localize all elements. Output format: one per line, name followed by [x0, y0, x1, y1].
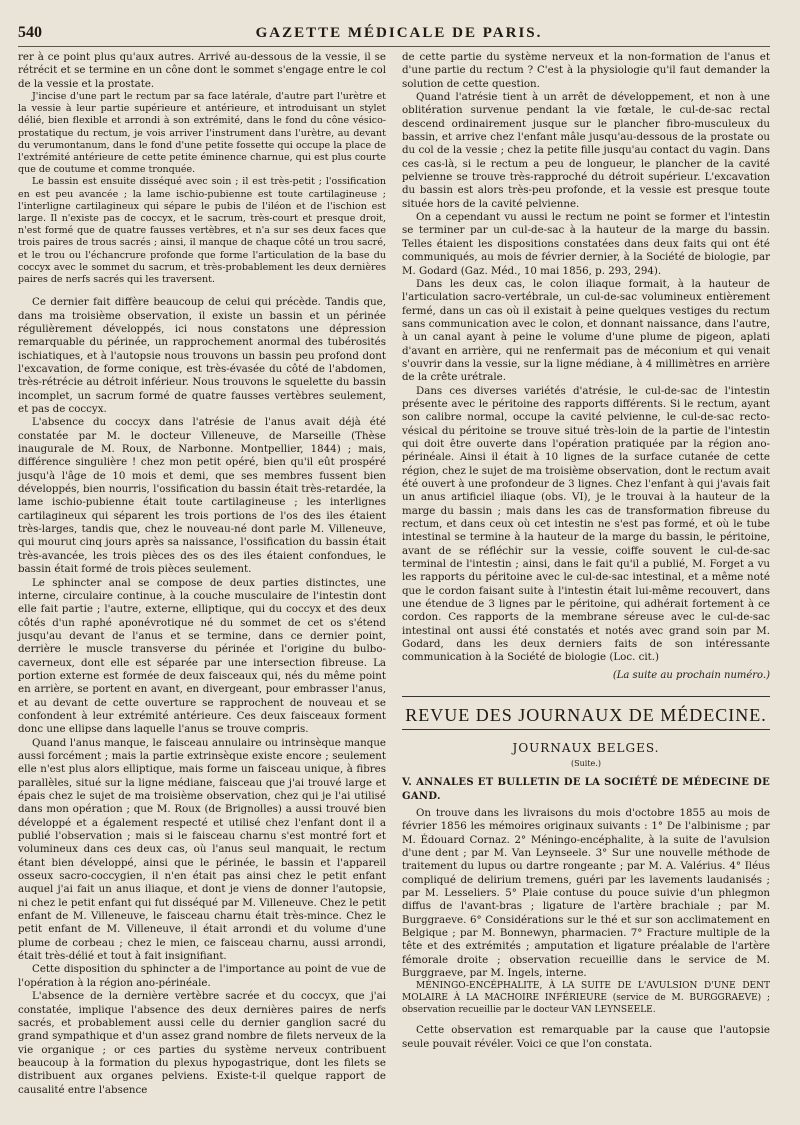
paragraph: Ce dernier fait diffère beaucoup de celui qui précède. Tandis que, dans ma troisième observation, il existe un bassin et un périnée régulièrement développés, ici nous constatons une dépression remarquable du périnée, un rapprochement anormal des tubérosités ischiatiques, et à l'autopsie nous trouvons un bassin peu profond dont l'excavation, de forme conique, est très-évasée du côté de l'abdomen, très-rétrécie au détroit inférieur. Nous trouvons le squelette du bassin incomplet, un sacrum formé de quatre fausses vertèbres seulement, et pas de coccyx. — [18, 296, 386, 416]
suite-label: (Suite.) — [571, 758, 601, 768]
paragraph: Cette disposition du sphincter a de l'importance au point de vue de l'opération à la région ano-périnéale. — [18, 963, 386, 989]
paragraph: Cette observation est remarquable par la cause que l'autopsie seule pouvait révéler. Voici ce que l'on constata. — [402, 1024, 770, 1050]
paragraph: Dans ces diverses variétés d'atrésie, le cul-de-sac de l'intestin présente avec le péritoine des rapports différents. Si le rectum, ayant son calibre normal, occupe la cavité pelvienne, le cul-de-sac recto-vésical du péritoine se trouve situé très-loin de la partie de l'intestin qui doit être ouverte dans l'opération pratiquée par la région ano-périnéale. Ainsi il était à 10 lignes de la surface cutanée de cette région, chez le sujet de ma troisième observation, dont le rectum avait été ouvert à une profondeur de 3 lignes. Chez l'enfant à qui j'avais fait un anus artificiel iliaque (obs. VI), je le trouvai à la hauteur de la marge du bassin ; mais dans les cas de transformation fibreuse du rectum, et dans ceux où cet intestin ne s'est pas formé, et où le tube intestinal se termine à la hauteur de la marge du bassin, le péritoine, avant de se réfléchir sur la vessie, coiffe souvent le cul-de-sac terminal de l'intestin ; ainsi, dans le fait qu'il a publié, M. Forget a vu les rapports du péritoine avec le cul-de-sac intestinal, et a même noté que le cordon faisant suite à l'intestin était lui-même recouvert, dans une étendue de 3 lignes par le péritoine, qui adhérait fortement à ce cordon. Ces rapports de la membrane séreuse avec le cul-de-sac intestinal ont aussi été constatés et notés avec grand soin par M. Godard, dans les deux derniers faits de son intéressante communication à la Société de biologie (Loc. cit.) — [402, 384, 771, 664]
journal-title: GAZETTE MÉDICALE DE PARIS. — [255, 25, 543, 41]
paragraph: Le sphincter anal se compose de deux parties distinctes, une interne, circulaire continue, à la couche musculaire de l'intestin dont elle fait partie ; l'autre, externe, elliptique, qui du coccyx et des deux côtés d'un raphé aponévrotique né du sommet de cet os s'étend jusqu'au devant de l'anus et se termine, dans ce dernier point, derrière le muscle transverse du périnée et l'origine du bulbo-caverneux, dont elle est séparée par une intersection fibreuse. La portion externe est formée de deux faisceaux qui, nés du même point en arrière, se portent en avant, en divergeant, pour embrasser l'anus, et au devant de cette ouverture se rapprochent de nouveau et se confondent à leur extrémité antérieure. Ces deux faisceaux forment donc une ellipse dans laquelle l'anus se trouve compris. — [18, 576, 386, 736]
left-column — [18, 51, 386, 1097]
paragraph: L'absence de la dernière vertèbre sacrée et du coccyx, que j'ai constatée, implique l'absence des deux dernières paires de nerfs sacrés, et probablement aussi celle du dernier ganglion sacré du grand sympathique et d'un assez grand nombre de filets nerveux de la vie organique ; or ces parties du système nerveux contribuent beaucoup à la formation du plexus hypogastrique, dont les filets se distribuent aux organes pelviens. Existe-t-il quelque rapport de causalité entre l'absence — [18, 990, 386, 1096]
paragraph: Quand l'anus manque, le faisceau annulaire ou intrinsèque manque aussi forcément ; mais la partie extrinsèque existe encore ; seulement elle n'est plus alors elliptique, mais forme un faisceau unique, à fibres parallèles, situé sur la ligne médiane, faisceau que j'ai trouvé large et épais chez le sujet de ma troisième observation, chez qui je l'ai utilisé dans mon opération ; que M. Roux (de Brignolles) a aussi trouvé bien développé et a également respecté et utilisé chez l'enfant dont il a publié l'observation ; mais si le faisceau charnu s'est montré fort et volumineux dans ces deux cas, où l'anus seul manquait, le rectum étant bien développé, ainsi que le périnée, le bassin et l'appareil osseux sacro-coccygien, il n'en était pas ainsi chez le petit enfant auquel j'ai fait un anus iliaque, et dont je viens de donner l'autopsie, ni chez le petit enfant qui fut disséqué par M. Villeneuve. Chez le petit enfant de M. Villeneuve, le faisceau charnu était très-mince. Chez le petit enfant de M. Villeneuve, il était arrondi et du volume d'une plume de corbeau ; chez le mien, ce faisceau charnu, aussi arrondi, était très-délié et tout à fait insignifiant. — [18, 736, 386, 963]
observation-title: MÉNINGO-ENCÉPHALITE, À LA SUITE DE L'AVULSION D'UNE DENT MOLAIRE À LA MACHOIRE INFÉRIEURE (service de M. BURGGRAEVE) ; observation recueillie par le docteur VAN LEYNSEELE. — [402, 981, 770, 1016]
paragraph: de cette partie du système nerveux et la non-formation de l'anus et d'une partie du rectum ? C'est à la physiologie qu'il faut demander la solution de cette question. — [402, 51, 770, 90]
right-column — [402, 51, 770, 1097]
continued-note: (La suite au prochain numéro.) — [612, 669, 770, 681]
columns — [18, 51, 770, 1097]
paragraph: On trouve dans les livraisons du mois d'octobre 1855 au mois de février 1856 les mémoires originaux suivants : 1° De l'albinisme ; par M. Édouard Cornaz. 2° Méningo-encéphalite, à la suite de l'avulsion d'une dent ; par M. Van Leynseele. 3° Sur une nouvelle méthode de traitement du lupus ou dartre rongeante ; par M. A. Valérius. 4° Iléus compliqué de delirium tremens, guéri par les lavements laudanisés ; par M. Lesseliers. 5° Plaie contuse du pouce suivie d'un phlegmon diffus de l'avant-bras ; ligature de l'artère brachiale ; par M. Burggraeve. 6° Considérations sur le thé et sur son acclimatement en Belgique ; par M. Bonnewyn, pharmacien. 7° Fracture multiple de la tête et des extrémités ; amputation et ligature préalable de l'artère fémorale droite ; observation recueillie dans le service de M. Burggraeve, par M. Ingels, interne. — [402, 806, 770, 979]
page-header — [18, 24, 770, 47]
paragraph: Le bassin est ensuite disséqué avec soin ; il est très-petit ; l'ossification en est peu avancée ; la lame ischio-pubienne est toute cartilagineuse ; l'interligne cartilagineux qui sépare le pubis de l'iléon et de l'ischion est large. Il n'existe pas de coccyx, et le sacrum, très-court et presque droit, n'est formé que de quatre fausses vertèbres, et n'a sur ses deux faces que trois paires de trous sacrés ; ainsi, il manque de chaque côté un trou sacré, et le trou ou l'échancrure profonde que forme l'articulation de la base du coccyx avec le sommet du sacrum, et très-probablement les deux dernières paires de nerfs sacrés qui les traversent. — [18, 176, 386, 286]
paragraph: Dans les deux cas, le colon iliaque formait, à la hauteur de l'articulation sacro-vertébrale, un cul-de-sac volumineux entièrement fermé, dans un cas où il existait à peine quelques vestiges du rectum sans communication avec le colon, et donnant naissance, dans l'autre, à un canal ayant à peine le volume d'une plume de pigeon, aplati d'avant en arrière, qui ne renfermait pas de méconium et qui venait s'ouvrir dans la vessie, sur la ligne médiane, à 4 millimètres en arrière de la crête urétrale. — [402, 277, 770, 384]
page-number: 540 — [18, 24, 42, 41]
revue-title: REVUE DES JOURNAUX DE MÉDECINE. — [405, 705, 767, 726]
paragraph: J'incise d'une part le rectum par sa face latérale, d'autre part l'urètre et la vessie à leur partie supérieure et antérieure, et introduisant un stylet délié, bien flexible et arrondi à son extrémité, dans le fond du cône vésico-prostatique du rectum, je vois arriver l'instrument dans l'urètre, au devant du verumontanum, dans le fond d'une petite fossette qui occupe la place de l'extrémité antérieure de cette petite éminence charnue, qui est plus courte que de coutume et comme tronquée. — [18, 91, 386, 176]
paragraph: Quand l'atrésie tient à un arrêt de développement, et non à une oblitération survenue pendant la vie fœtale, le cul-de-sac rectal descend ordinairement jusque sur le plancher fibro-musculeux du bassin, et arrive chez l'enfant mâle jusqu'au-dessous de la prostate ou du col de la vessie ; chez la petite fille jusqu'au contact du vagin. Dans ces cas-là, si le rectum a peu de longueur, le plancher de la cavité pelvienne se trouve très-rapproché du détroit supérieur. L'excavation du bassin est alors très-peu profonde, et la vessie est presque toute située hors de la cavité pelvienne. — [402, 91, 770, 210]
paragraph: On a cependant vu aussi le rectum ne point se former et l'intestin se terminer par un cul-de-sac à la hauteur de la marge du bassin. Telles étaient les dispositions constatées dans deux faits qui ont été communiqués, au mois de février dernier, à la Société de biologie, par M. Godard (Gaz. Méd., 10 mai 1856, p. 293, 294). — [402, 211, 770, 277]
journaux-heading: JOURNAUX BELGES. — [512, 740, 660, 755]
revue-heading — [402, 696, 770, 729]
paragraph: rer à ce point plus qu'aux autres. Arrivé au-dessous de la vessie, il se rétrécit et se termine en un cône dont le sommet s'engage entre le col de la vessie et la prostate. — [18, 51, 386, 90]
paragraph: L'absence du coccyx dans l'atrésie de l'anus avait déjà été constatée par M. le docteur Villeneuve, de Marseille (Thèse inaugurale de M. Roux, de Narbonne. Montpellier, 1844) ; mais, différence singulière ! chez mon petit opéré, bien qu'il eût prospéré jusqu'à l'âge de 10 mois et demi, que ses membres fussent bien développés, bien nourris, l'ossification du bassin était très-retardée, la lame ischio-pubienne était toute cartilagineuse ; les interlignes cartilagineux qui séparent les trois portions de l'os des iles étaient très-larges, tandis que, chez le nouveau-né dont parle M. Villeneuve, qui mourut cinq jours après sa naissance, l'ossification du bassin était très-avancée, les trois pièces des os des iles étaient confondues, le bassin était formé de trois pièces seulement. — [18, 416, 386, 576]
section-heading: V. ANNALES ET BULLETIN DE LA SOCIÉTÉ DE MÉDECINE DE GAND. — [402, 777, 770, 802]
